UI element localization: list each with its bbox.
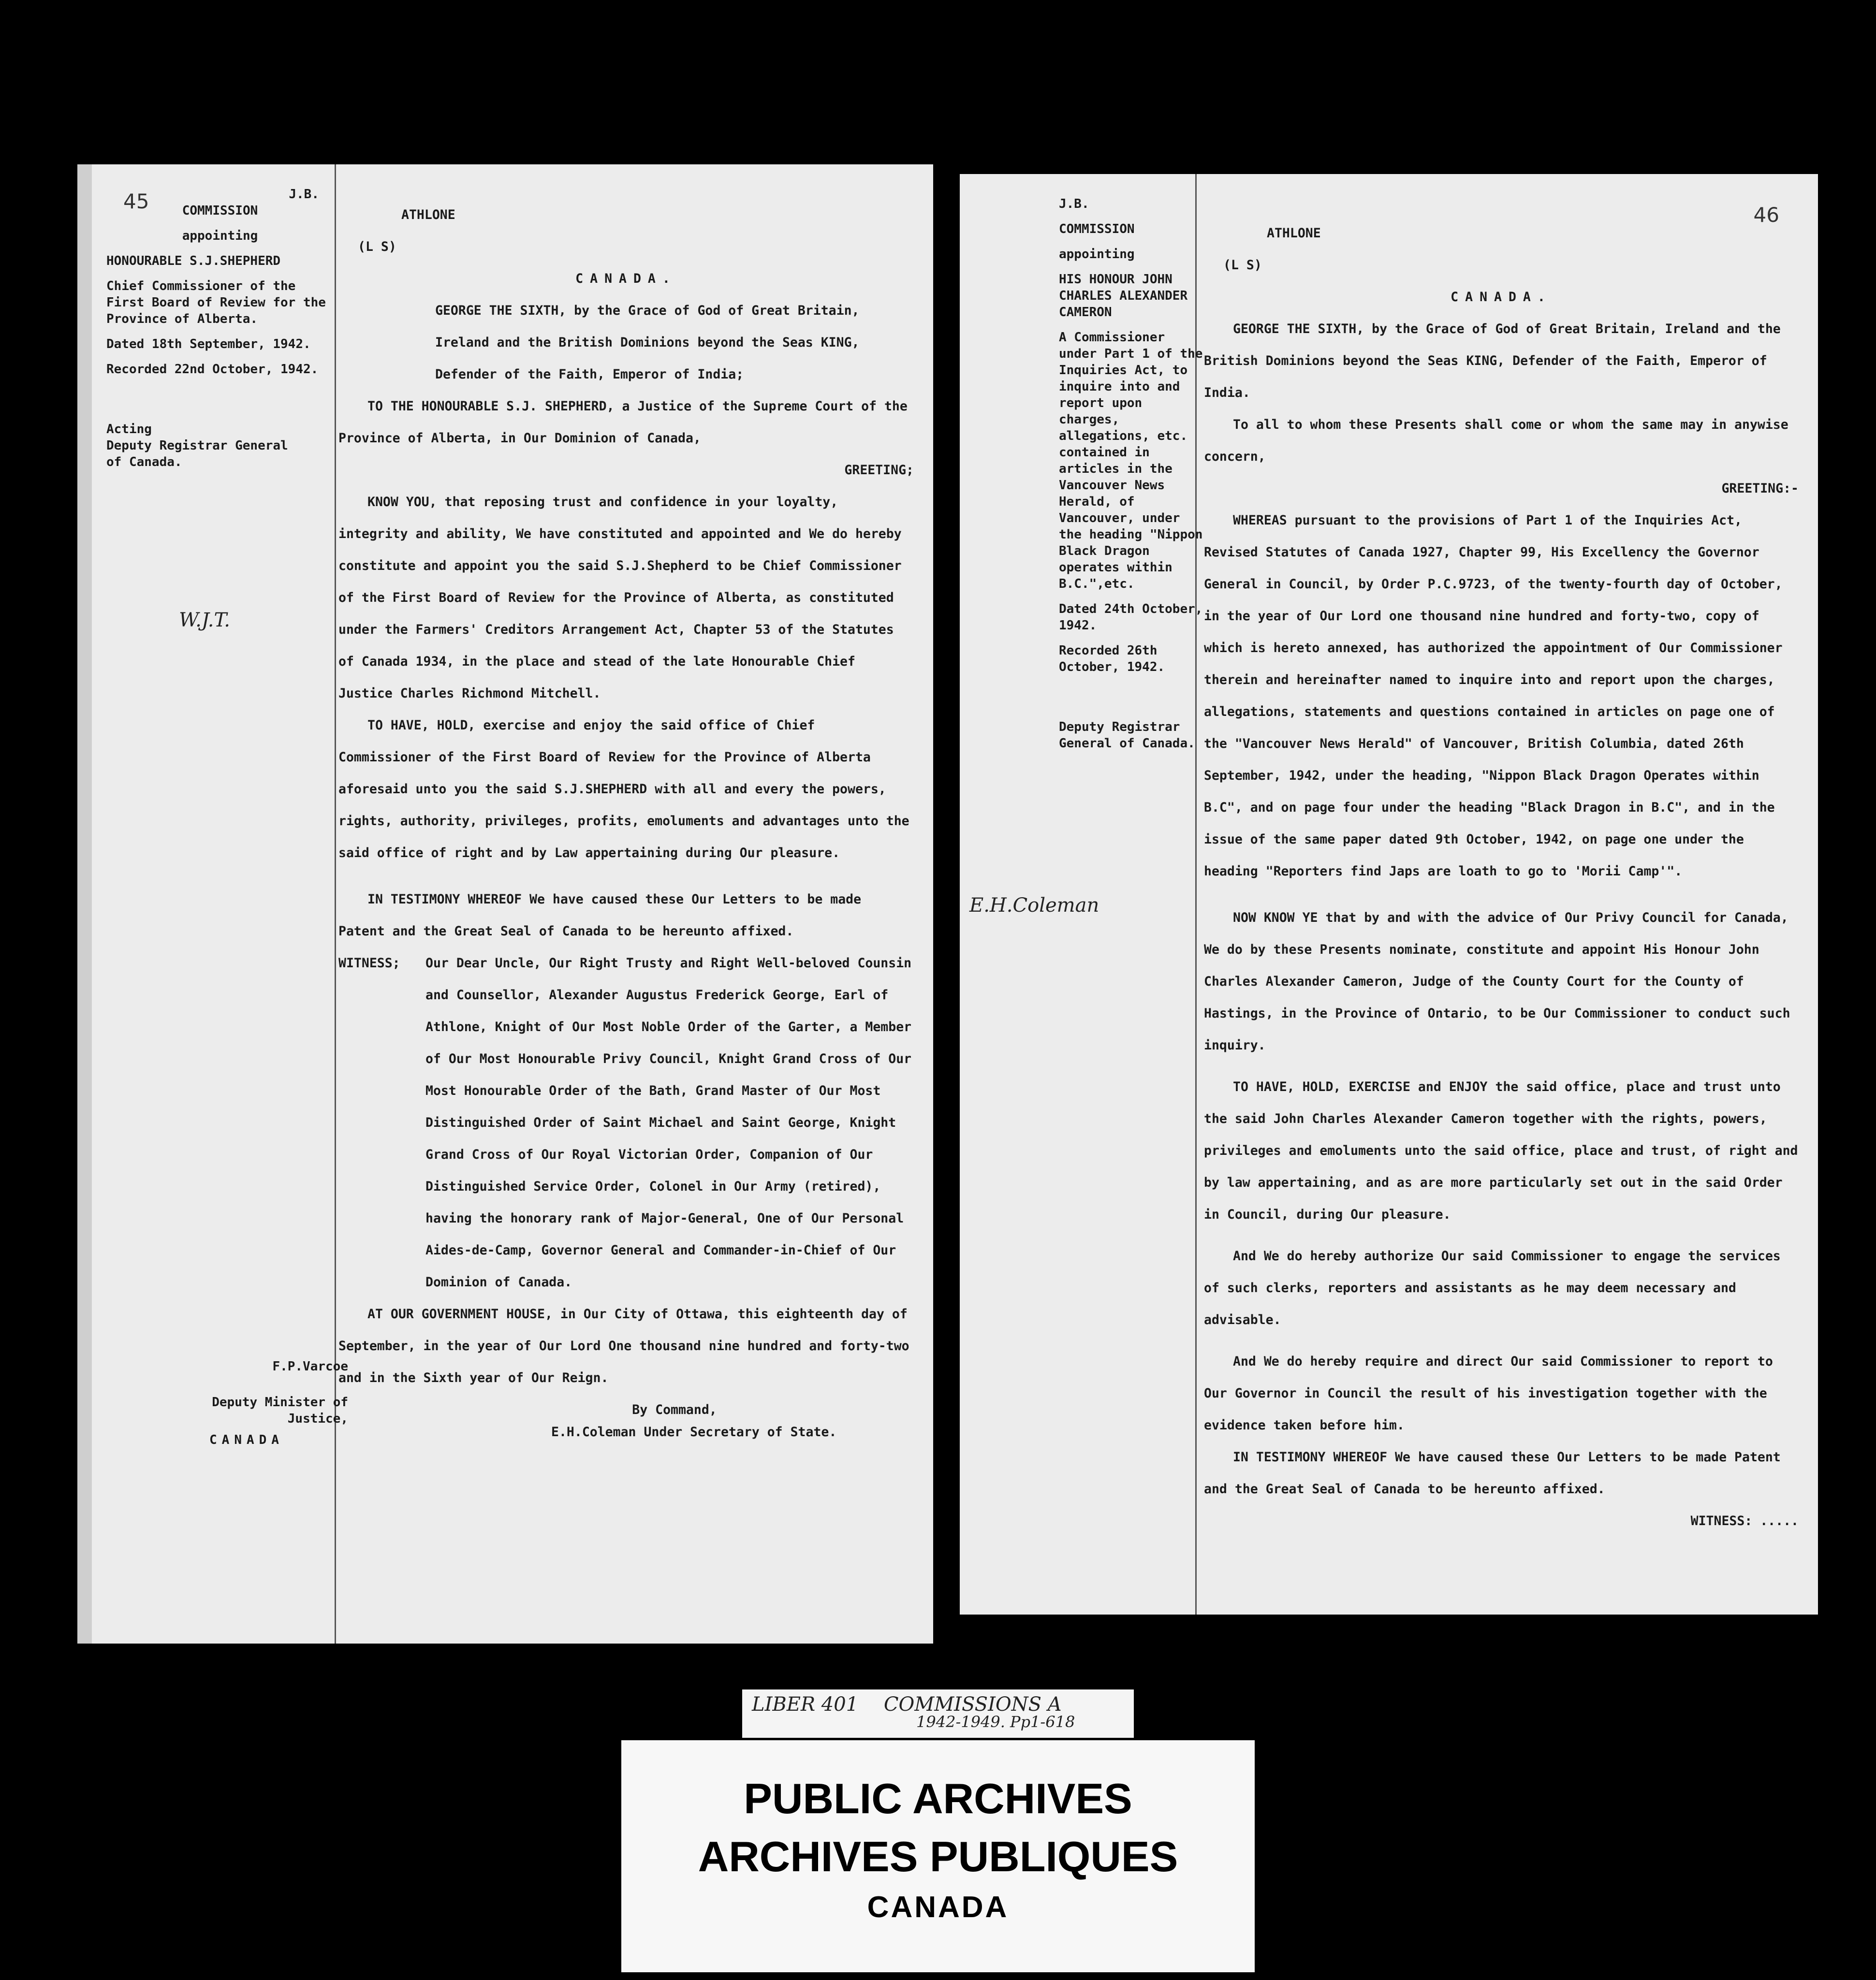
- margin-initials: J.B.: [1059, 197, 1089, 211]
- ls-seal: (L S): [358, 239, 396, 254]
- header-athlone: ATHLONE: [401, 207, 455, 222]
- liber-range: 1942-1949. Pp1-618: [916, 1713, 1075, 1731]
- paragraph-7: And We do hereby require and direct Our said Commissioner to report to Our Governor in Council the result of his investigation together with the evidence taken before him.: [1204, 1354, 1773, 1433]
- country-heading: CANADA.: [1451, 290, 1552, 305]
- margin-initials: J.B.: [289, 187, 319, 202]
- paragraph-4: NOW KNOW YE that by and with the advice of Our Privy Council for Canada, We do by these Presents nominate, constitute and appoint His Honour John Charles Alexander Cameron, Judge of the County Court for the County of Hastings, in the Province of Ontario, to be Our Commissioner to conduct such inquiry.: [1204, 910, 1790, 1053]
- margin-acting: Acting: [106, 422, 152, 437]
- margin-appointing: appointing: [1059, 247, 1135, 262]
- archives-line-country: CANADA: [867, 1891, 1009, 1924]
- margin-recorded: Recorded 26th October, 1942.: [1059, 643, 1165, 674]
- margin-appointing: appointing: [182, 229, 258, 243]
- greeting: GREETING;: [844, 463, 914, 478]
- left-page: [77, 164, 933, 1644]
- margin-signatory: Deputy Registrar General of Canada.: [106, 438, 288, 469]
- paragraph-5: TO HAVE, HOLD, EXERCISE and ENJOY the said office, place and trust unto the said John Charles Alexander Cameron together with the rights, powers, privileges and emoluments unto the said office, place and trust, of right and by law appertaining, and as are more particularly set out in the said Order in Council, during Our pleasure.: [1204, 1079, 1798, 1222]
- margin-signatory: Deputy Registrar General of Canada.: [1059, 720, 1195, 751]
- handwritten-signature: W.J.T.: [179, 609, 230, 631]
- fp-country: CANADA: [209, 1433, 284, 1447]
- archives-stamp: [621, 1740, 1255, 1972]
- paragraph-6: AT OUR GOVERNMENT HOUSE, in Our City of Ottawa, this eighteenth day of September, in the year of Our Lord One thousand nine hundred and forty-two and in the Sixth year of Our Reign.: [338, 1307, 909, 1385]
- margin-note: [1059, 196, 1204, 752]
- right-commission-text: [1204, 218, 1799, 1537]
- left-commission-text: [338, 199, 914, 1448]
- liber-title: COMMISSIONS A: [883, 1693, 1062, 1716]
- paragraph-8: IN TESTIMONY WHEREOF We have caused these Our Letters to be made Patent and the Great Seal of Canada to be hereunto affixed.: [1204, 1450, 1781, 1497]
- margin-recorded: Recorded 22nd October, 1942.: [106, 362, 319, 377]
- by-command: By Command,: [632, 1402, 717, 1417]
- margin-role: Chief Commissioner of the First Board of Review for the Province of Alberta.: [106, 279, 326, 326]
- liber-number: LIBER 401: [752, 1693, 859, 1716]
- page-number: 46: [1753, 203, 1779, 227]
- margin-appointee: HIS HONOUR JOHN CHARLES ALEXANDER CAMERON: [1059, 272, 1188, 320]
- paragraph-1: GEORGE THE SIXTH, by the Grace of God of Great Britain, Ireland and the British Dominions beyond the Seas KING, Defender of the Faith, Emperor of India;: [435, 303, 860, 382]
- margin-role: A Commissioner under Part 1 of the Inquiries Act, to inquire into and report upon charges, allegations, etc. contained in articles in the Vancouver News Herald, of Vancouver, under the heading "Nippon Black Dragon operates within B.C.",etc.: [1059, 330, 1203, 591]
- paragraph-6: And We do hereby authorize Our said Commissioner to engage the services of such clerks, reporters and assistants as he may deem necessary and advisable.: [1204, 1249, 1781, 1327]
- header-athlone: ATHLONE: [1267, 226, 1321, 241]
- ls-seal: (L S): [1223, 258, 1262, 273]
- paragraph-4: TO HAVE, HOLD, exercise and enjoy the said office of Chief Commissioner of the First Board of Review for the Province of Alberta aforesaid unto you the said S.J.SHEPHERD with all and every the powers, rights, authority, privileges, profits, emoluments and advantages unto the said office of right and by Law appertaining during Our pleasure.: [338, 718, 909, 860]
- paragraph-3: KNOW YOU, that reposing trust and confidence in your loyalty, integrity and ability, We have constituted and appointed and We do hereby constitute and appoint you the said S.J.Shepherd to be Chief Commissioner of the First Board of Review for the Province of Alberta, as constituted under the Farmers' Creditors Arrangement Act, Chapter 53 of the Statutes of Canada 1934, in the place and stead of the late Honourable Chief Justice Charles Richmond Mitchell.: [338, 495, 902, 701]
- witness-label: WITNESS: .....: [1690, 1514, 1799, 1529]
- margin-note: [106, 186, 334, 470]
- command-by: E.H.Coleman Under Secretary of State.: [551, 1425, 837, 1440]
- archives-line-french: ARCHIVES PUBLIQUES: [698, 1833, 1178, 1880]
- archives-line-english: PUBLIC ARCHIVES: [744, 1775, 1132, 1822]
- greeting: GREETING:-: [1721, 481, 1799, 496]
- deputy-minister-note: [145, 1358, 348, 1448]
- fp-title: Deputy Minister of Justice,: [212, 1395, 348, 1426]
- liber-label-card: [742, 1689, 1134, 1738]
- paragraph-3: WHEREAS pursuant to the provisions of Part 1 of the Inquiries Act, Revised Statutes of Canada 1927, Chapter 99, His Excellency the Governor General in Council, by Order P.C.9723, of the twenty-fourth day of October, in the year of Our Lord one thousand nine hundred and forty-two, copy of which is hereto annexed, has authorized the appointment of Our Commissioner therein and hereinafter named to inquire into and report upon the charges, allegations, statements and questions contained in articles on page one of the "Vancouver News Herald" of Vancouver, British Columbia, dated 26th September, 1942, under the heading, "Nippon Black Dragon Operates within B.C", and on page four under the heading "Black Dragon in B.C", and in the issue of the same paper dated 9th October, 1942, on page one under the heading "Reporters find Japs are loath to go to 'Morii Camp'".: [1204, 513, 1783, 879]
- fp-name: F.P.Varcoe: [272, 1359, 348, 1374]
- paragraph-1: GEORGE THE SIXTH, by the Grace of God of Great Britain, Ireland and the British Dominions beyond the Seas KING, Defender of the Faith, Emperor of India.: [1204, 321, 1781, 400]
- paragraph-2: To all to whom these Presents shall come or whom the same may in anywise concern,: [1204, 417, 1788, 464]
- right-page: [960, 174, 1818, 1615]
- paragraph-2: TO THE HONOURABLE S.J. SHEPHERD, a Justice of the Supreme Court of the Province of Alberta, in Our Dominion of Canada,: [338, 399, 908, 446]
- country-heading: CANADA.: [575, 271, 677, 286]
- page-number: 45: [123, 189, 149, 213]
- margin-appointee: HONOURABLE S.J.SHEPHERD: [106, 254, 281, 268]
- margin-title: COMMISSION: [182, 204, 258, 218]
- margin-title: COMMISSION: [1059, 222, 1135, 236]
- witness-text: Our Dear Uncle, Our Right Trusty and Right Well-beloved Counsin and Counsellor, Alexander Augustus Frederick George, Earl of Athlone, Knight of Our Most Noble Order of the Garter, a Member of Our Most Honourable Privy Council, Knight Grand Cross of Our Most Honourable Order of the Bath, Grand Master of Our Most Distinguished Order of Saint Michael and Saint George, Knight Grand Cross of Our Royal Victorian Order, Companion of Our Distinguished Service Order, Colonel in Our Army (retired), having the honorary rank of Major-General, One of Our Personal Aides-de-Camp, Governor General and Commander-in-Chief of Our Dominion of Canada.: [425, 956, 912, 1290]
- margin-dated: Dated 18th September, 1942.: [106, 337, 311, 351]
- handwritten-signature: E.H.Coleman: [969, 894, 1099, 917]
- paragraph-5: IN TESTIMONY WHEREOF We have caused these Our Letters to be made Patent and the Great Seal of Canada to be hereunto affixed.: [338, 892, 862, 939]
- page-edge: [77, 164, 92, 1644]
- witness-label: WITNESS;: [338, 956, 400, 971]
- margin-dated: Dated 24th October, 1942.: [1059, 602, 1203, 633]
